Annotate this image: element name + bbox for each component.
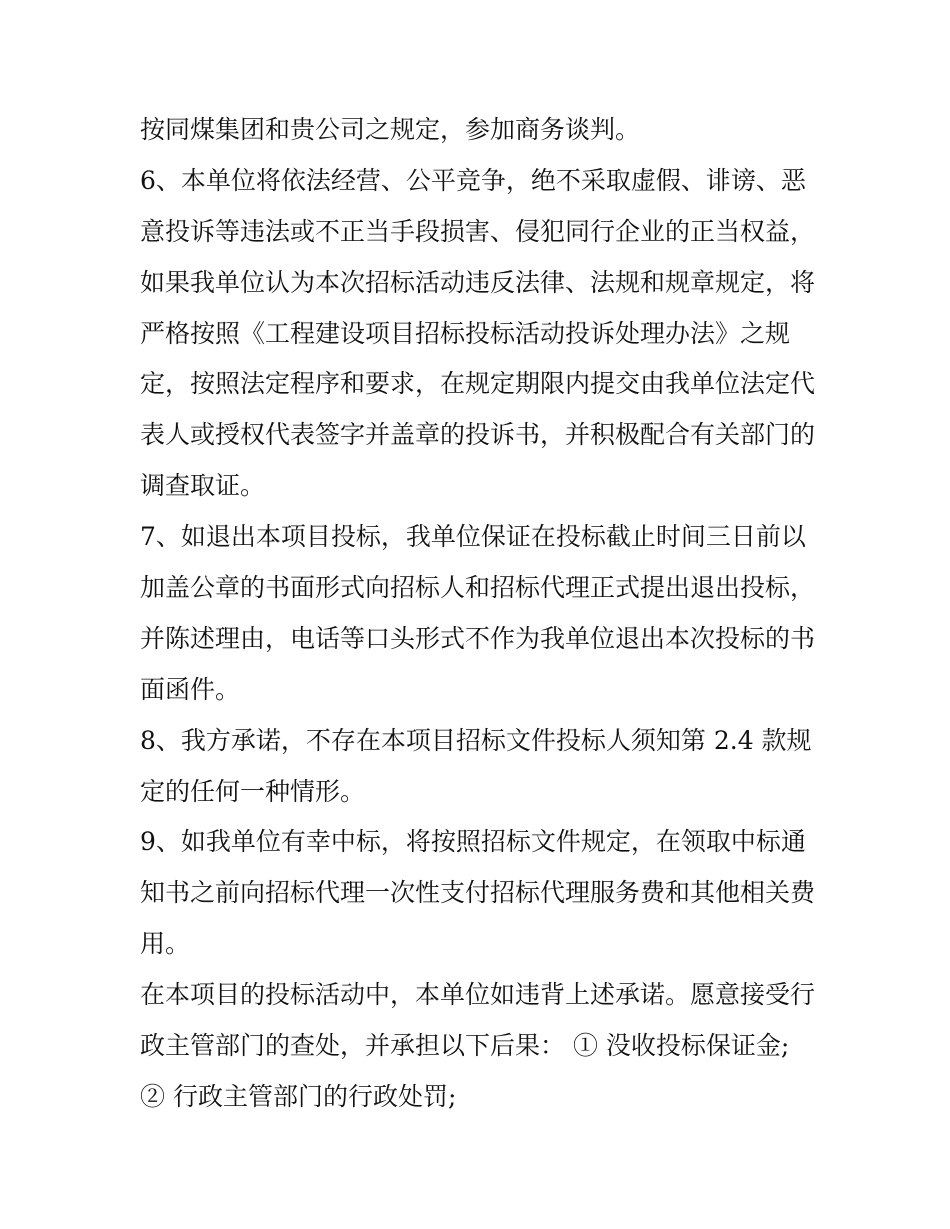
text-line: ② 行政主管部门的行政处罚; (140, 1081, 457, 1111)
text-line: 定的任何一种情形。 (140, 776, 366, 806)
text-line: 政主管部门的查处，并承担以下后果： ① 没收投标保证金; (140, 1031, 790, 1061)
document-body (140, 105, 830, 1123)
text-line: 并陈述理由，电话等口头形式不作为我单位退出本次投标的书 (140, 623, 816, 653)
text-line: 7、如退出本项目投标，我单位保证在投标截止时间三日前以 (140, 522, 806, 552)
text-line: 严格按照《工程建设项目招标投标活动投诉处理办法》之规 (140, 318, 791, 348)
text-line: 知书之前向招标代理一次性支付招标代理服务费和其他相关费 (140, 878, 816, 908)
text-line: 加盖公章的书面形式向招标人和招标代理正式提出退出投标， (140, 573, 816, 603)
text-line: 表人或授权代表签字并盖章的投诉书，并积极配合有关部门的 (140, 420, 816, 450)
text-line: 6、本单位将依法经营、公平竞争，绝不采取虚假、诽谤、恶 (140, 165, 806, 195)
text-line: 8、我方承诺，不存在本项目招标文件投标人须知第 2.4 款规 (140, 725, 812, 755)
text-line: 在本项目的投标活动中，本单位如违背上述承诺。愿意接受行 (140, 980, 816, 1010)
text-line: 按同煤集团和贵公司之规定，参加商务谈判。 (140, 115, 641, 144)
text-line: 调查取证。 (140, 471, 266, 501)
text-line: 用。 (140, 929, 191, 959)
text-line: 面函件。 (140, 674, 241, 704)
text-line: 意投诉等违法或不正当手段损害、侵犯同行企业的正当权益， (140, 216, 816, 246)
text-line: 9、如我单位有幸中标，将按照招标文件规定，在领取中标通 (140, 827, 806, 857)
text-line: 定，按照法定程序和要求，在规定期限内提交由我单位法定代 (140, 369, 816, 399)
text-line: 如果我单位认为本次招标活动违反法律、法规和规章规定，将 (140, 267, 816, 297)
